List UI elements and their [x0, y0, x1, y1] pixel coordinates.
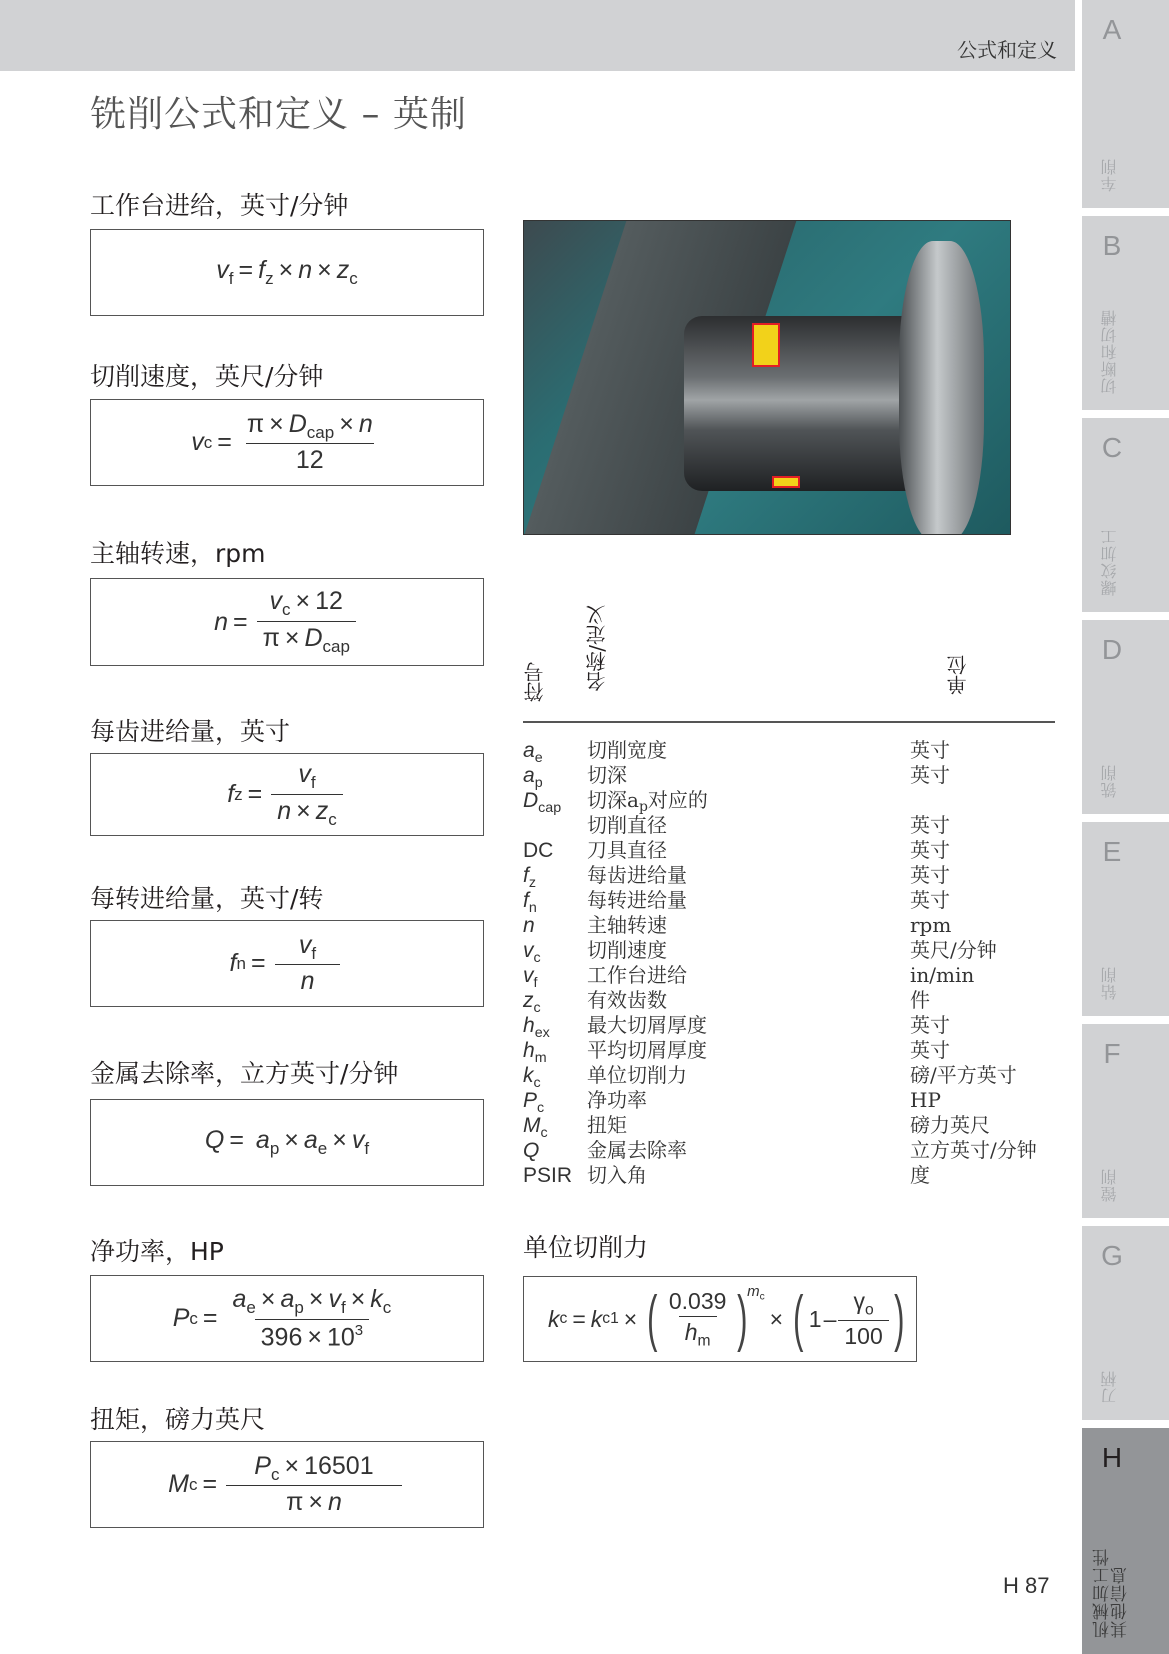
glossary-row: $P_c$ 净功率 HP	[523, 1088, 941, 1116]
tab-f-boring[interactable]	[1082, 1024, 1169, 1218]
tab-label-line2: 其他信息	[1111, 1566, 1131, 1638]
formula-box-metal-removal	[90, 1099, 484, 1186]
tab-letter: G	[1101, 1240, 1123, 1271]
glossary-row: $f_n$ 每转进给量 英寸	[523, 888, 950, 916]
tab-a-turning[interactable]	[1082, 0, 1169, 208]
tab-h-machinability[interactable]	[1082, 1428, 1169, 1654]
formula-title-metal-removal: 金属去除率，立方英寸/分钟	[90, 1059, 399, 1088]
formula-box-net-power: P c = $\frac{a_e \times a_p \times v_f \times k_c}{396 \times 10^3}$	[90, 1275, 484, 1362]
glossary-row: Q 金属去除率 立方英寸/分钟	[523, 1138, 1037, 1162]
tab-letter: H	[1101, 1442, 1123, 1473]
fraction: $\frac{v_f}{n \times z_c}$	[271, 760, 343, 830]
header-band	[0, 0, 1075, 71]
tab-c-threading[interactable]	[1082, 418, 1169, 612]
fraction: $\frac{\gamma_o}{100}$	[838, 1288, 888, 1350]
milling-cutter	[684, 316, 934, 491]
tab-letter: A	[1102, 14, 1122, 45]
formula-box-torque: M c = $\frac{P_c \times 16501}{\pi \times n}$	[90, 1441, 484, 1528]
formula-box-spindle-speed: n = $\frac{v_c \times 12}{\pi \times D_{cap}}$	[90, 578, 484, 666]
glossary-row: $v_f$ 工作台进给 in/min	[523, 963, 975, 991]
fraction: $\frac{P_c \times 16501}{\pi \times n}$	[226, 1452, 402, 1518]
page-number: H 87	[1003, 1573, 1050, 1598]
glossary-row: n 主轴转速 rpm	[523, 913, 952, 937]
glossary-row: $h_{ex}$ 最大切屑厚度 英寸	[523, 1013, 950, 1041]
section-title: 公式和定义	[957, 38, 1057, 62]
glossary-row: $z_c$ 有效齿数 件	[523, 988, 930, 1016]
formula-title-specific-cutting-force: 单位切削力	[523, 1233, 649, 1262]
glossary-table	[523, 738, 1063, 1188]
tab-label: 切断和切槽	[1100, 309, 1119, 394]
glossary-row: $f_z$ 每齿进给量 英寸	[523, 863, 950, 891]
glossary-row: PSIR 切入角 度	[523, 1163, 930, 1187]
spindle-flange	[899, 241, 984, 535]
fraction: $\frac{v_f}{n}$	[275, 931, 341, 997]
glossary-row: $a_p$ 切深 英寸	[523, 763, 950, 791]
tab-b-parting-grooving[interactable]	[1082, 216, 1169, 410]
formula-box-feed-per-tooth: f z = $\frac{v_f}{n \times z_c}$	[90, 753, 484, 836]
tab-label: 镗削	[1100, 1168, 1119, 1202]
fraction: $\frac{a_e \times a_p \times v_f \times k_c}{396 \times 10^3}$	[232, 1284, 392, 1352]
page-title: 铣削公式和定义 – 英制	[90, 94, 467, 135]
tab-e-drilling[interactable]	[1082, 822, 1169, 1016]
formula-box-cutting-speed: v c = $\frac{\pi \times D_{cap} \times n}{12}$	[90, 399, 484, 486]
tab-label-line1: 机械加工性	[1093, 1548, 1113, 1638]
tab-label: 刀柄	[1100, 1370, 1119, 1404]
formula-box-specific-cutting-force: k c = k c1 × ( $\frac{0.039}{h_m}$ ) $m_c$ × ( 1 – $\frac{\gamma_o}{100}$ )	[523, 1276, 917, 1362]
chapter-tabs	[1082, 0, 1169, 1654]
tab-label: 车削	[1100, 158, 1119, 192]
glossary-row: $h_m$ 平均切屑厚度 英寸	[523, 1038, 950, 1066]
formula-box-table-feed	[90, 229, 484, 316]
formula-title-feed-per-rev: 每转进给量，英寸/转	[90, 884, 324, 913]
glossary-row: $M_c$ 扭矩 磅力英尺	[523, 1113, 990, 1141]
formula-title-cutting-speed: 切削速度，英尺/分钟	[90, 362, 324, 391]
glossary-row: 切削直径 英寸	[587, 813, 950, 837]
formula-box-feed-per-rev: f n = $\frac{v_f}{n}$	[90, 920, 484, 1007]
tab-d-milling[interactable]	[1082, 620, 1169, 814]
milling-photo	[523, 220, 1011, 535]
fraction: $\frac{\pi \times D_{cap} \times n}{12}$	[246, 409, 373, 475]
fraction: $\frac{0.039}{h_m}$	[668, 1287, 727, 1350]
formula-metal-removal: $Q = a_p \times a_e \times v_f$	[204, 1126, 370, 1158]
tab-g-tool-holding[interactable]	[1082, 1226, 1169, 1420]
formula-title-torque: 扭矩，磅力英尺	[90, 1405, 266, 1434]
tab-label	[1094, 1548, 1130, 1638]
tab-label: 铣削	[1100, 764, 1119, 798]
tab-letter: C	[1101, 432, 1123, 463]
formula-title-feed-per-tooth: 每齿进给量，英寸	[90, 717, 291, 746]
glossary-header-name: 名称/定义	[585, 605, 609, 692]
tab-letter: D	[1101, 634, 1123, 665]
tab-letter: B	[1102, 230, 1122, 261]
formula-table-feed: $v_f = f_z \times n \times z_c$	[216, 256, 358, 288]
formula-title-spindle-speed: 主轴转速，rpm	[90, 539, 266, 568]
glossary-divider	[523, 721, 1055, 723]
glossary-row: $D_{cap}$ 切深$a_p$对应的	[523, 788, 708, 816]
cutter-label	[772, 476, 800, 488]
cutter-label	[752, 323, 780, 367]
glossary-header-unit: 单位	[946, 655, 970, 695]
fraction: $\frac{v_c \times 12}{\pi \times D_{cap}}$	[257, 587, 356, 657]
tab-letter: F	[1103, 1038, 1121, 1069]
glossary-row: DC 刀具直径 英寸	[523, 838, 950, 862]
tab-label: 钻削	[1100, 966, 1119, 1000]
glossary-row: $k_c$ 单位切削力 磅/平方英寸	[523, 1063, 1017, 1091]
tab-label: 螺纹加工	[1100, 528, 1119, 596]
formula-title-net-power: 净功率，HP	[90, 1237, 224, 1266]
glossary-row: $v_c$ 切削速度 英尺/分钟	[523, 938, 997, 966]
glossary-row: $a_e$ 切削宽度 英寸	[523, 738, 950, 766]
formula-title-table-feed: 工作台进给，英寸/分钟	[90, 191, 349, 220]
glossary-header-symbol: 符号	[523, 662, 547, 702]
tab-letter: E	[1102, 836, 1122, 867]
